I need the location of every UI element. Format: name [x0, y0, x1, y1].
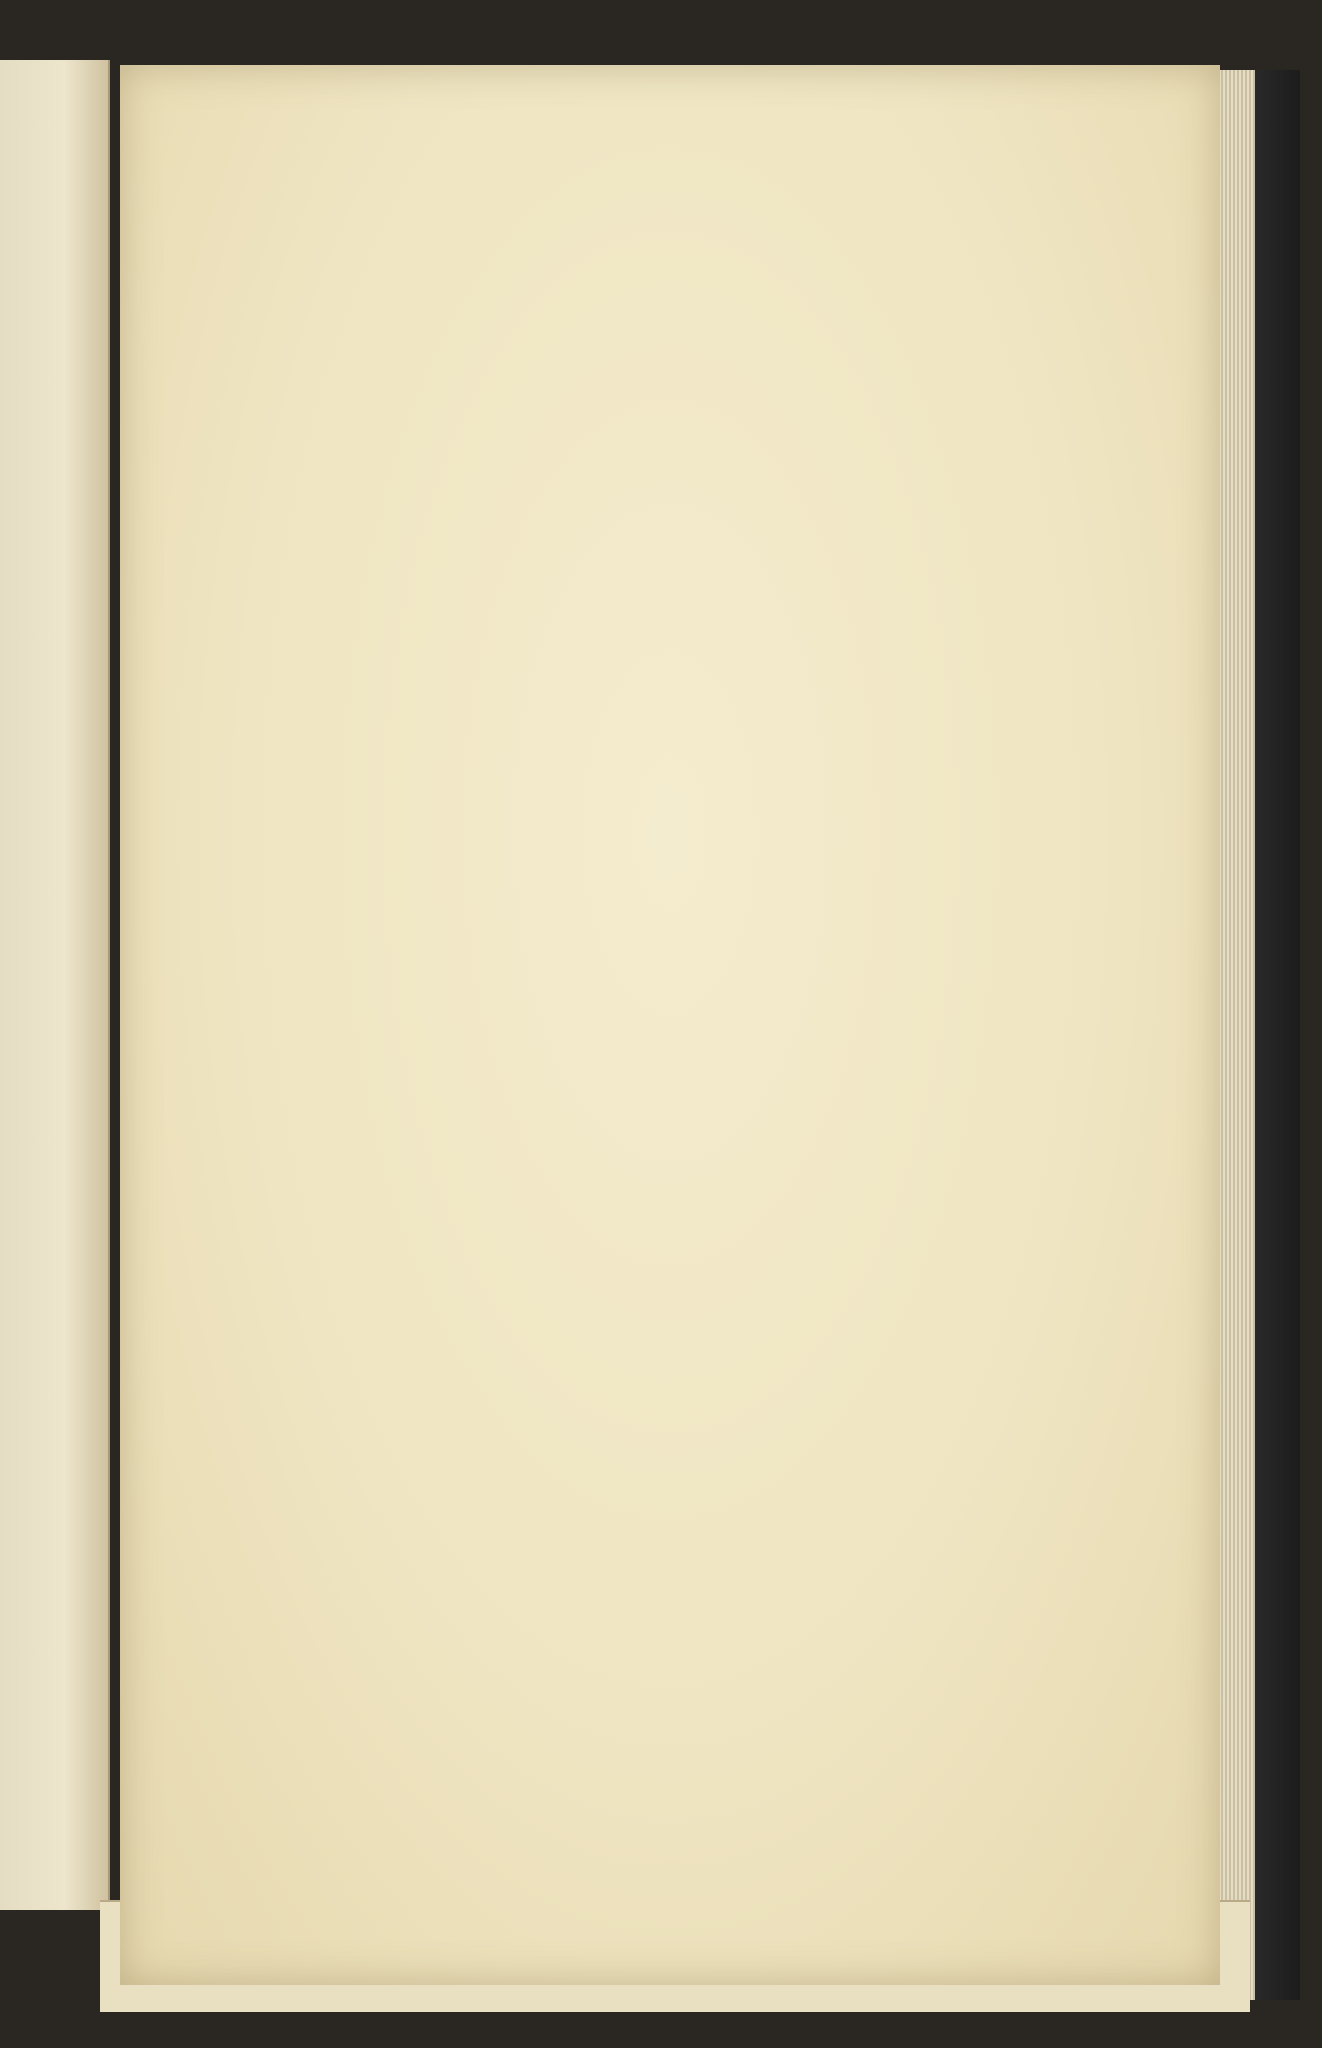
postexp-text-a: [305, 753, 345, 773]
left-page-fragment: [0, 60, 110, 1910]
document-page: [120, 65, 1220, 1985]
ledger-binding: [1215, 70, 1300, 2000]
postexpediteur-paragraph: [305, 750, 1185, 778]
